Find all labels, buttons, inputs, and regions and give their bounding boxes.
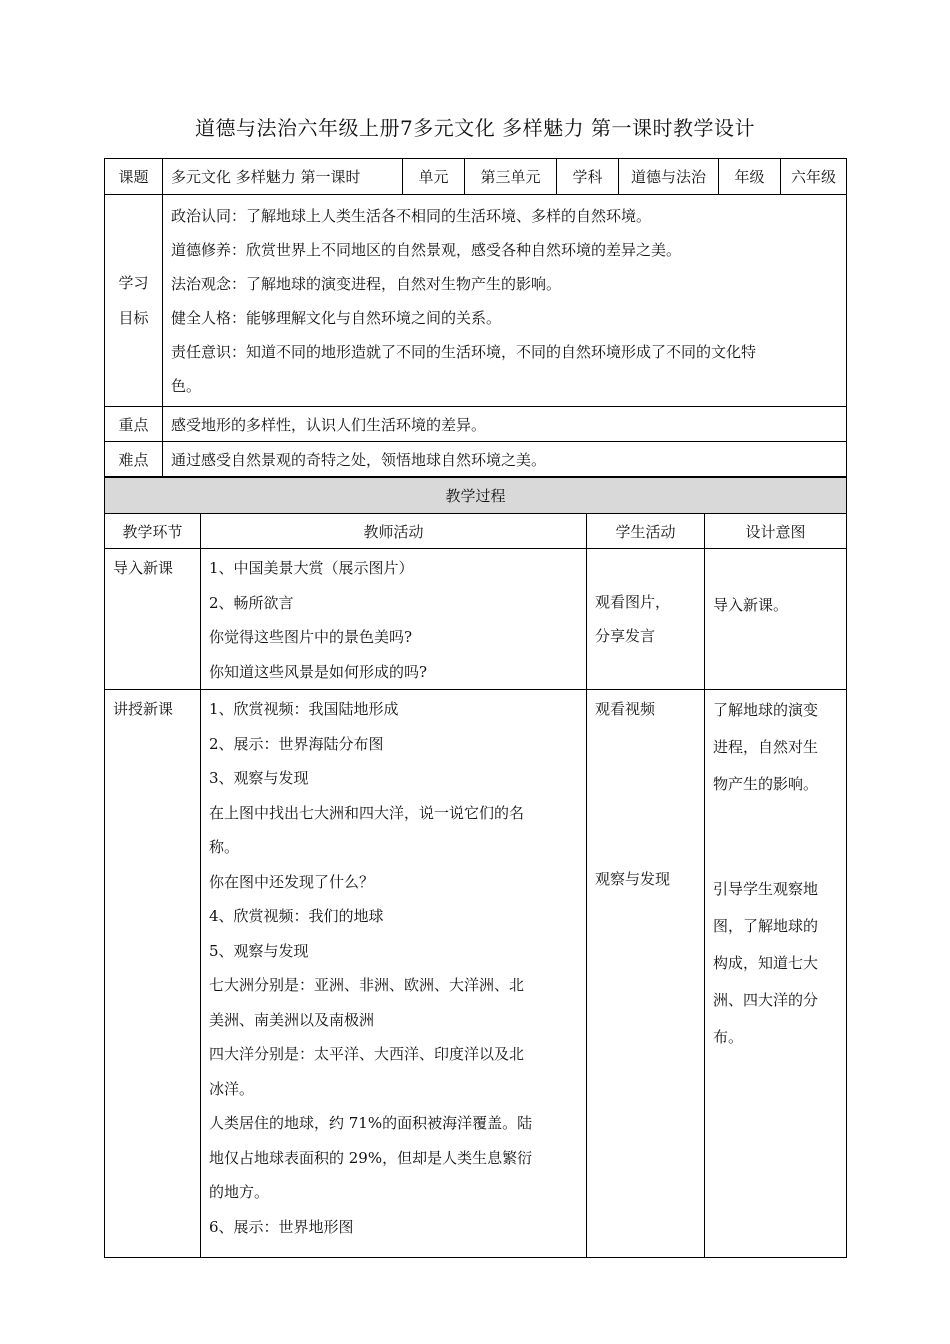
objective-item: 法治观念：了解地球的演变进程，自然对生物产生的影响。 [171, 274, 562, 293]
teacher-line: 美洲、南美洲以及南极洲 [209, 1010, 375, 1029]
teacher-line: 七大洲分别是：亚洲、非洲、欧洲、大洋洲、北 [209, 976, 525, 994]
difficulty-row [105, 442, 847, 477]
objectives-label: 学习 目标 [105, 195, 163, 407]
stage-cell: 导入新课 [105, 549, 201, 690]
header-student: 学生活动 [587, 514, 705, 549]
objective-item: 色。 [171, 376, 202, 395]
stage-cell: 讲授新课 [105, 690, 201, 1258]
difficulty-value: 通过感受自然景观的奇特之处，领悟地球自然环境之美。 [163, 442, 847, 477]
key-point-row [105, 407, 847, 442]
teacher-line: 你知道这些风景是如何形成的吗? [209, 662, 428, 681]
header-stage: 教学环节 [105, 514, 201, 549]
process-section-title: 教学过程 [105, 478, 847, 514]
teacher-line: 在上图中找出七大洲和四大洋，说一说它们的名 [209, 803, 525, 822]
teacher-line: 四大洋分别是：太平洋、大西洋、印度洋以及北 [209, 1045, 525, 1063]
teacher-line: 2、展示：世界海陆分布图 [209, 734, 384, 753]
student-line: 观察与发现 [595, 869, 671, 888]
teacher-line: 地仅占地球表面积的 29%，但却是人类生息繁衍 [209, 1148, 533, 1167]
process-table [104, 477, 847, 1258]
info-row [105, 159, 847, 195]
objective-item: 道德修养：欣赏世界上不同地区的自然景观，感受各种自然环境的差异之美。 [171, 240, 682, 259]
teacher-activity-cell [201, 690, 587, 1258]
subject-label: 课题 [105, 159, 163, 195]
teacher-line: 人类居住的地球，约 71%的面积被海洋覆盖。陆 [209, 1114, 533, 1132]
student-activity-cell [587, 690, 705, 1258]
objectives-content [163, 195, 847, 407]
intent-line: 导入新课。 [713, 595, 789, 614]
process-row-teaching [105, 690, 847, 1258]
intent-line: 了解地球的演变 [713, 701, 819, 719]
key-point-label: 重点 [105, 407, 163, 442]
process-row-intro [105, 549, 847, 690]
intent-line: 物产生的影响。 [713, 775, 819, 793]
intent-line: 图，了解地球的 [713, 917, 819, 935]
unit-label: 单元 [403, 159, 465, 195]
course-value: 道德与法治 [619, 159, 719, 195]
student-line: 观看视频 [595, 700, 656, 718]
student-line: 分享发言 [595, 627, 656, 645]
difficulty-label: 难点 [105, 442, 163, 477]
teacher-activity-cell [201, 549, 587, 690]
process-section-row [105, 478, 847, 514]
teacher-line: 5、观察与发现 [209, 941, 309, 960]
teacher-line: 你在图中还发现了什么？ [209, 872, 375, 891]
teacher-line: 3、观察与发现 [209, 769, 309, 787]
grade-value: 六年级 [781, 159, 847, 195]
header-intent: 设计意图 [705, 514, 847, 549]
design-intent-cell [705, 690, 847, 1258]
teacher-line: 称。 [209, 838, 240, 856]
document-title: 道德与法治六年级上册7多元文化 多样魅力 第一课时教学设计 [195, 116, 755, 140]
teacher-line: 你觉得这些图片中的景色美吗? [209, 628, 413, 646]
objectives-row [105, 195, 847, 407]
objective-item: 政治认同：了解地球上人类生活各不相同的生活环境、多样的自然环境。 [171, 206, 652, 225]
teacher-line: 4、欣赏视频：我们的地球 [209, 907, 384, 925]
teacher-line: 的地方。 [209, 1183, 270, 1201]
teacher-line: 2、畅所欲言 [209, 593, 294, 612]
info-table [104, 158, 847, 477]
subject-value: 多元文化 多样魅力 第一课时 [163, 159, 403, 195]
course-label: 学科 [557, 159, 619, 195]
student-line: 观看图片， [595, 592, 671, 611]
process-header-row [105, 514, 847, 549]
intent-line: 引导学生观察地 [713, 880, 819, 898]
teacher-line: 1、欣赏视频：我国陆地形成 [209, 700, 399, 718]
header-teacher: 教师活动 [201, 514, 587, 549]
teacher-line: 冰洋。 [209, 1079, 255, 1098]
grade-label: 年级 [719, 159, 781, 195]
key-point-value: 感受地形的多样性，认识人们生活环境的差异。 [163, 407, 847, 442]
intent-line: 构成，知道七大 [713, 954, 819, 972]
teacher-line: 1、中国美景大赏（展示图片） [209, 559, 414, 577]
teacher-line: 6、展示：世界地形图 [209, 1217, 354, 1236]
intent-line: 布。 [713, 1028, 744, 1046]
student-activity-cell [587, 549, 705, 690]
intent-line: 洲、四大洋的分 [713, 991, 819, 1009]
design-intent-cell [705, 549, 847, 690]
objective-item: 责任意识：知道不同的地形造就了不同的生活环境，不同的自然环境形成了不同的文化特 [171, 342, 757, 361]
objective-item: 健全人格：能够理解文化与自然环境之间的关系。 [171, 308, 502, 327]
unit-value: 第三单元 [465, 159, 557, 195]
intent-line: 进程，自然对生 [713, 738, 819, 756]
